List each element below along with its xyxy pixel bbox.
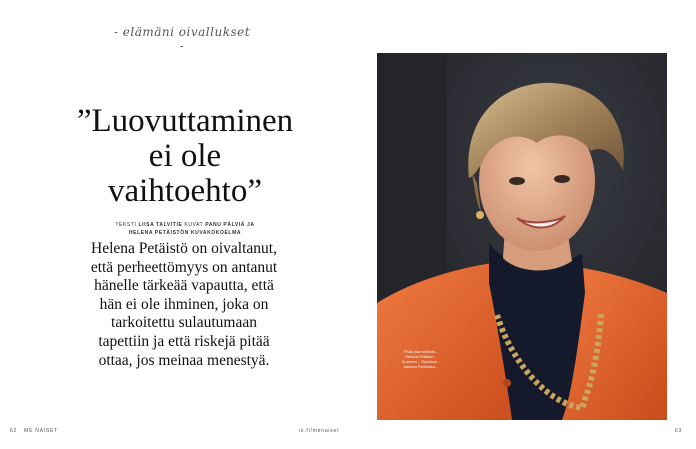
credit-text-author: LIISA TALVITIE [138,222,183,228]
lead-line: tarkoitettu sulautumaan [111,314,257,332]
credit-photo-label: KUVAT [184,222,204,228]
lead-paragraph [66,240,302,370]
lead-line: että perheettömyys on antanut [90,258,278,276]
lead-line: hän ei ole ihminen, joka on [99,295,269,313]
lead-line: hänelle tärkeää vapautta, että [94,277,274,295]
lead-line: ottaa, jos meinaa menestyä. [98,351,270,369]
credit-text-label: TEKSTI [115,222,137,228]
headline-line: ei ole [148,138,222,174]
section-kicker: - elämäni oivallukset - [113,25,251,53]
magazine-name: ME NAISET [24,428,59,434]
lead-line: Helena Petäistö on oivaltanut, [91,240,277,257]
lead-line: tapettiin ja että riskejä pitää [98,332,270,350]
headline [40,104,330,209]
headline-line: ”Luovuttaminen [76,103,294,139]
page-number-right: 63 [675,428,683,434]
headline-line: vaihtoehto” [108,173,262,209]
byline-credits [85,221,285,237]
page-number-left: 62 [10,428,18,434]
photo-caption: Pitää pian kiitävät... Helena Petäistö... Suomen... Ranskan... kanava Pariisissa... [401,349,441,369]
credit-archive: HELENA PETÄISTÖN KUVAKOKOELMA [128,230,242,236]
credit-photographer: PANU PÄLVIÄ JA [205,222,255,228]
website: is.fi/menaiset [299,428,340,434]
